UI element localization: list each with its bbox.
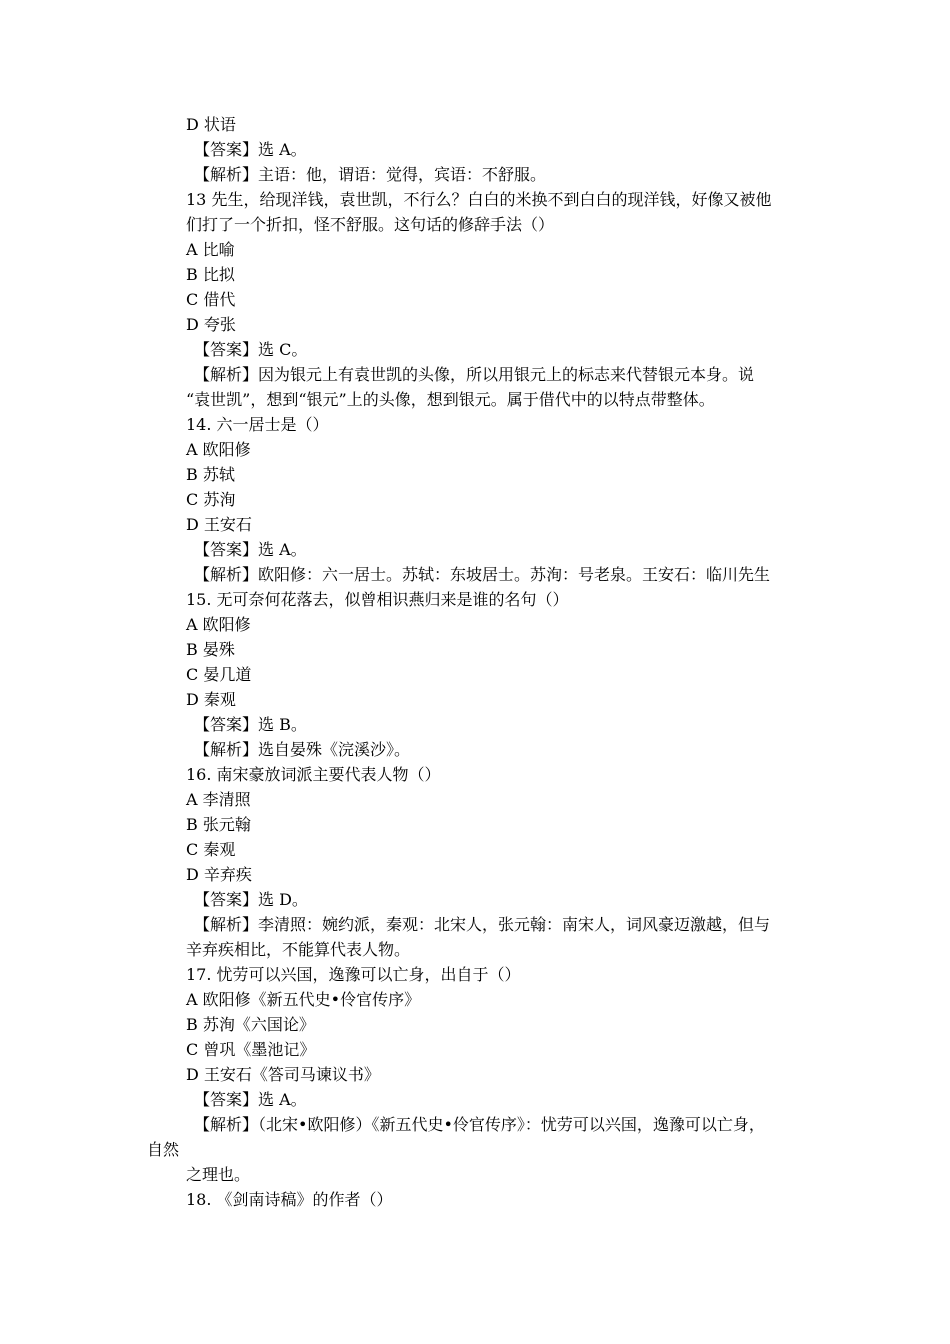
text-line: 【解析】欧阳修：六一居士。苏轼：东坡居士。苏洵：号老泉。王安石：临川先生 [194, 565, 771, 584]
text-line: 【解析】（北宋•欧阳修）《新五代史•伶官传序》：忧劳可以兴国，逸豫可以亡身， [194, 1115, 765, 1134]
text-line: C 秦观 [186, 840, 236, 859]
text-line: 自然 [147, 1140, 180, 1159]
text-line: D 夸张 [186, 315, 236, 334]
text-line: 【答案】选 A。 [194, 1090, 307, 1109]
text-line: 18. 《剑南诗稿》的作者（） [186, 1190, 393, 1209]
text-line: B 张元翰 [186, 815, 251, 834]
text-line: 【解析】李清照：婉约派，秦观：北宋人，张元翰：南宋人，词风豪迈激越，但与 [194, 915, 771, 934]
text-line: 【答案】选 A。 [194, 540, 307, 559]
text-line: A 欧阳修《新五代史•伶官传序》 [186, 990, 421, 1009]
text-line: A 欧阳修 [186, 615, 251, 634]
text-line: 【答案】选 D。 [194, 890, 308, 909]
text-line: D 辛弃疾 [186, 865, 252, 884]
text-line: B 苏轼 [186, 465, 235, 484]
text-line: B 比拟 [186, 265, 235, 284]
text-line: 17. 忧劳可以兴国，逸豫可以亡身，出自于（） [186, 965, 521, 984]
text-line: 14. 六一居士是（） [186, 415, 329, 434]
text-line: A 比喻 [186, 240, 235, 259]
text-line: 15. 无可奈何花落去，似曾相识燕归来是谁的名句（） [186, 590, 569, 609]
text-line: B 苏洵《六国论》 [186, 1015, 315, 1034]
text-line: A 欧阳修 [186, 440, 251, 459]
text-line: 【解析】主语：他，谓语：觉得，宾语：不舒服。 [194, 165, 547, 184]
document-page [0, 112, 950, 1212]
text-line: 【答案】选 C。 [194, 340, 308, 359]
text-line: C 苏洵 [186, 490, 236, 509]
text-line: D 王安石 [186, 515, 252, 534]
text-line: 们打了一个折扣，怪不舒服。这句话的修辞手法（） [186, 215, 555, 234]
text-line: 13 先生，给现洋钱，袁世凯，不行么？白白的米换不到白白的现洋钱，好像又被他 [186, 190, 772, 209]
text-line: D 王安石《答司马谏议书》 [186, 1065, 380, 1084]
text-line: C 晏几道 [186, 665, 252, 684]
text-line: C 曾巩《墨池记》 [186, 1040, 316, 1059]
text-line: 【解析】选自晏殊《浣溪沙》。 [194, 740, 411, 759]
text-line: 【答案】选 B。 [194, 715, 307, 734]
text-line: C 借代 [186, 290, 236, 309]
text-line: D 状语 [186, 115, 236, 134]
text-line: A 李清照 [186, 790, 251, 809]
text-line: 【答案】选 A。 [194, 140, 307, 159]
text-line: 辛弃疾相比，不能算代表人物。 [186, 940, 411, 959]
text-line: B 晏殊 [186, 640, 235, 659]
text-line: “袁世凯”，想到“银元”上的头像，想到银元。属于借代中的以特点带整体。 [186, 390, 715, 409]
text-line: 16. 南宋豪放词派主要代表人物（） [186, 765, 441, 784]
text-line: D 秦观 [186, 690, 236, 709]
text-line: 之理也。 [186, 1165, 251, 1184]
text-line: 【解析】因为银元上有袁世凯的头像，所以用银元上的标志来代替银元本身。说 [194, 365, 755, 384]
